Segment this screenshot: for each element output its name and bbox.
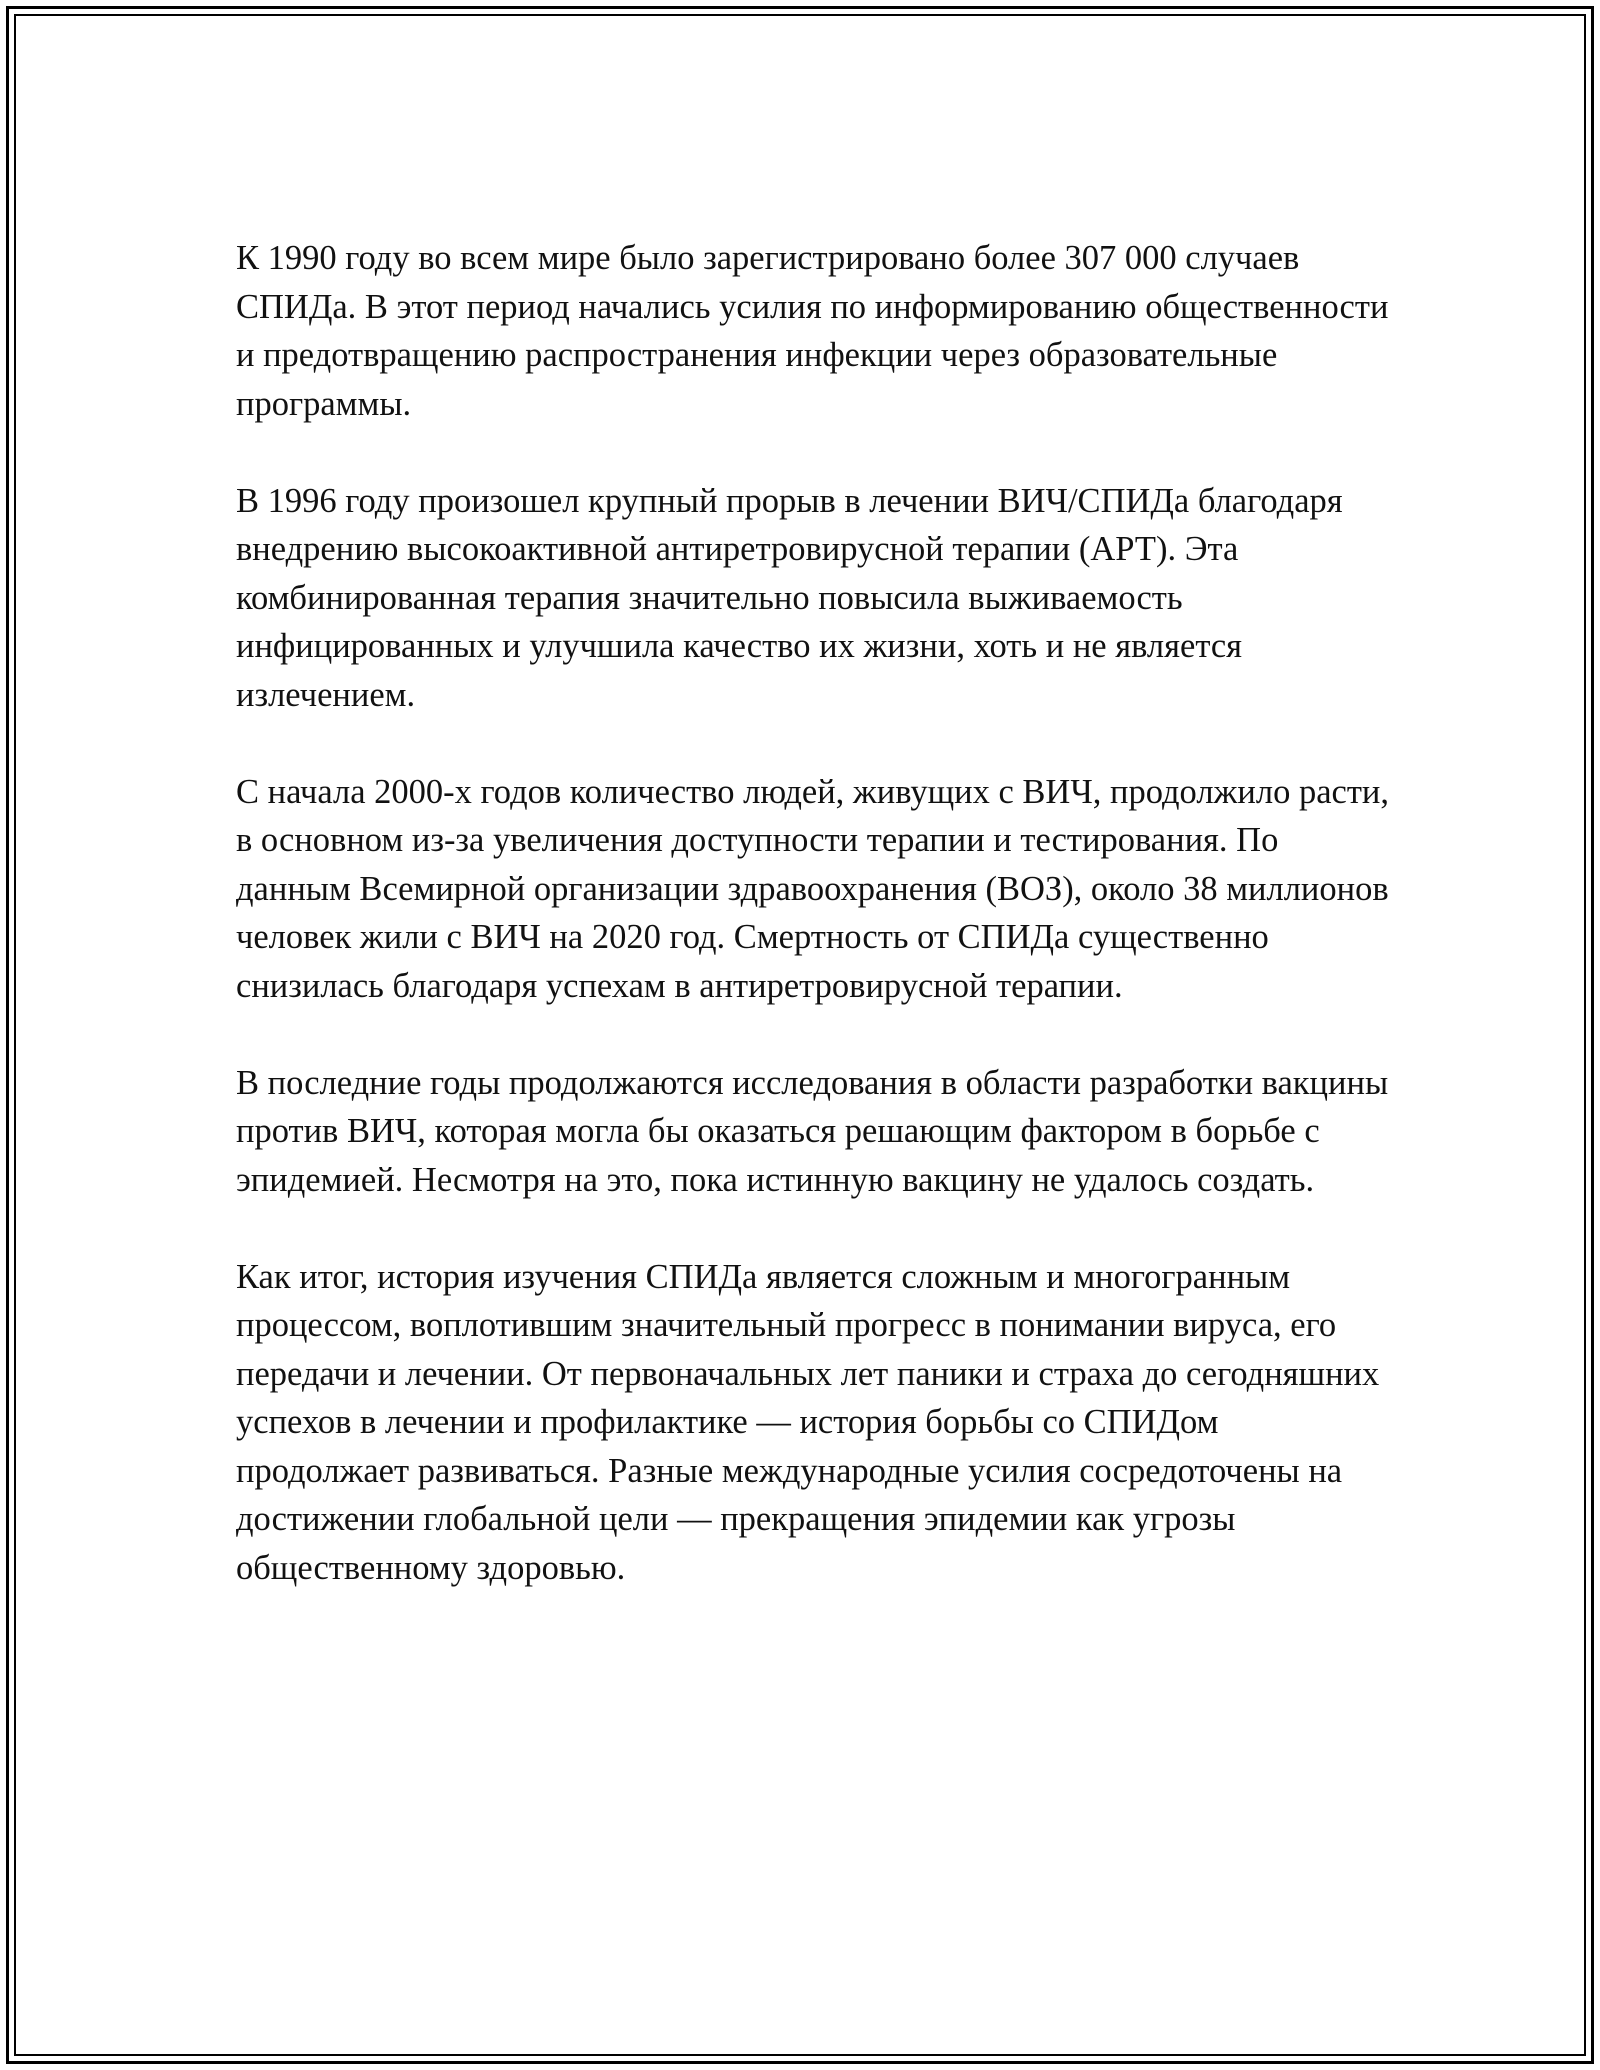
document-body [236,234,1396,1592]
paragraph-1: К 1990 году во всем мире было зарегистрировано более 307 000 случаев СПИДа. В этот период начались усилия по информированию общественности и предотвращению распространения инфекции через образовательные программы. [236,239,1389,423]
paragraph-5: Как итог, история изучения СПИДа является сложным и многогранным процессом, воплотившим значительный прогресс в понимании вируса, его передачи и лечении. От первоначальных лет паники и страха до сегодняшних успехов в лечении и профилактике — история борьбы со СПИДом продолжает развиваться. Разные международные усилия сосредоточены на достижении глобальной цели — прекращения эпидемии как угрозы общественному здоровью. [236,1257,1380,1587]
paragraph-4: В последние годы продолжаются исследования в области разработки вакцины против ВИЧ, которая могла бы оказаться решающим фактором в борьбе с эпидемией. Несмотря на это, пока истинную вакцину не удалось создать. [236,1063,1389,1199]
paragraph-3: С начала 2000-х годов количество людей, живущих с ВИЧ, продолжило расти, в основном из-за увеличения доступности терапии и тестирования. По данным Всемирной организации здравоохранения (ВОЗ), около 38 миллионов человек жили с ВИЧ на 2020 год. Смертность от СПИДа существенно снизилась благодаря успехам в антиретровирусной терапии. [236,772,1389,1005]
paragraph-2: В 1996 году произошел крупный прорыв в лечении ВИЧ/СПИДа благодаря внедрению высокоактивной антиретровирусной терапии (АРТ). Эта комбинированная терапия значительно повысила выживаемость инфицированных и улучшила качество их жизни, хоть и не является излечением. [236,481,1343,714]
